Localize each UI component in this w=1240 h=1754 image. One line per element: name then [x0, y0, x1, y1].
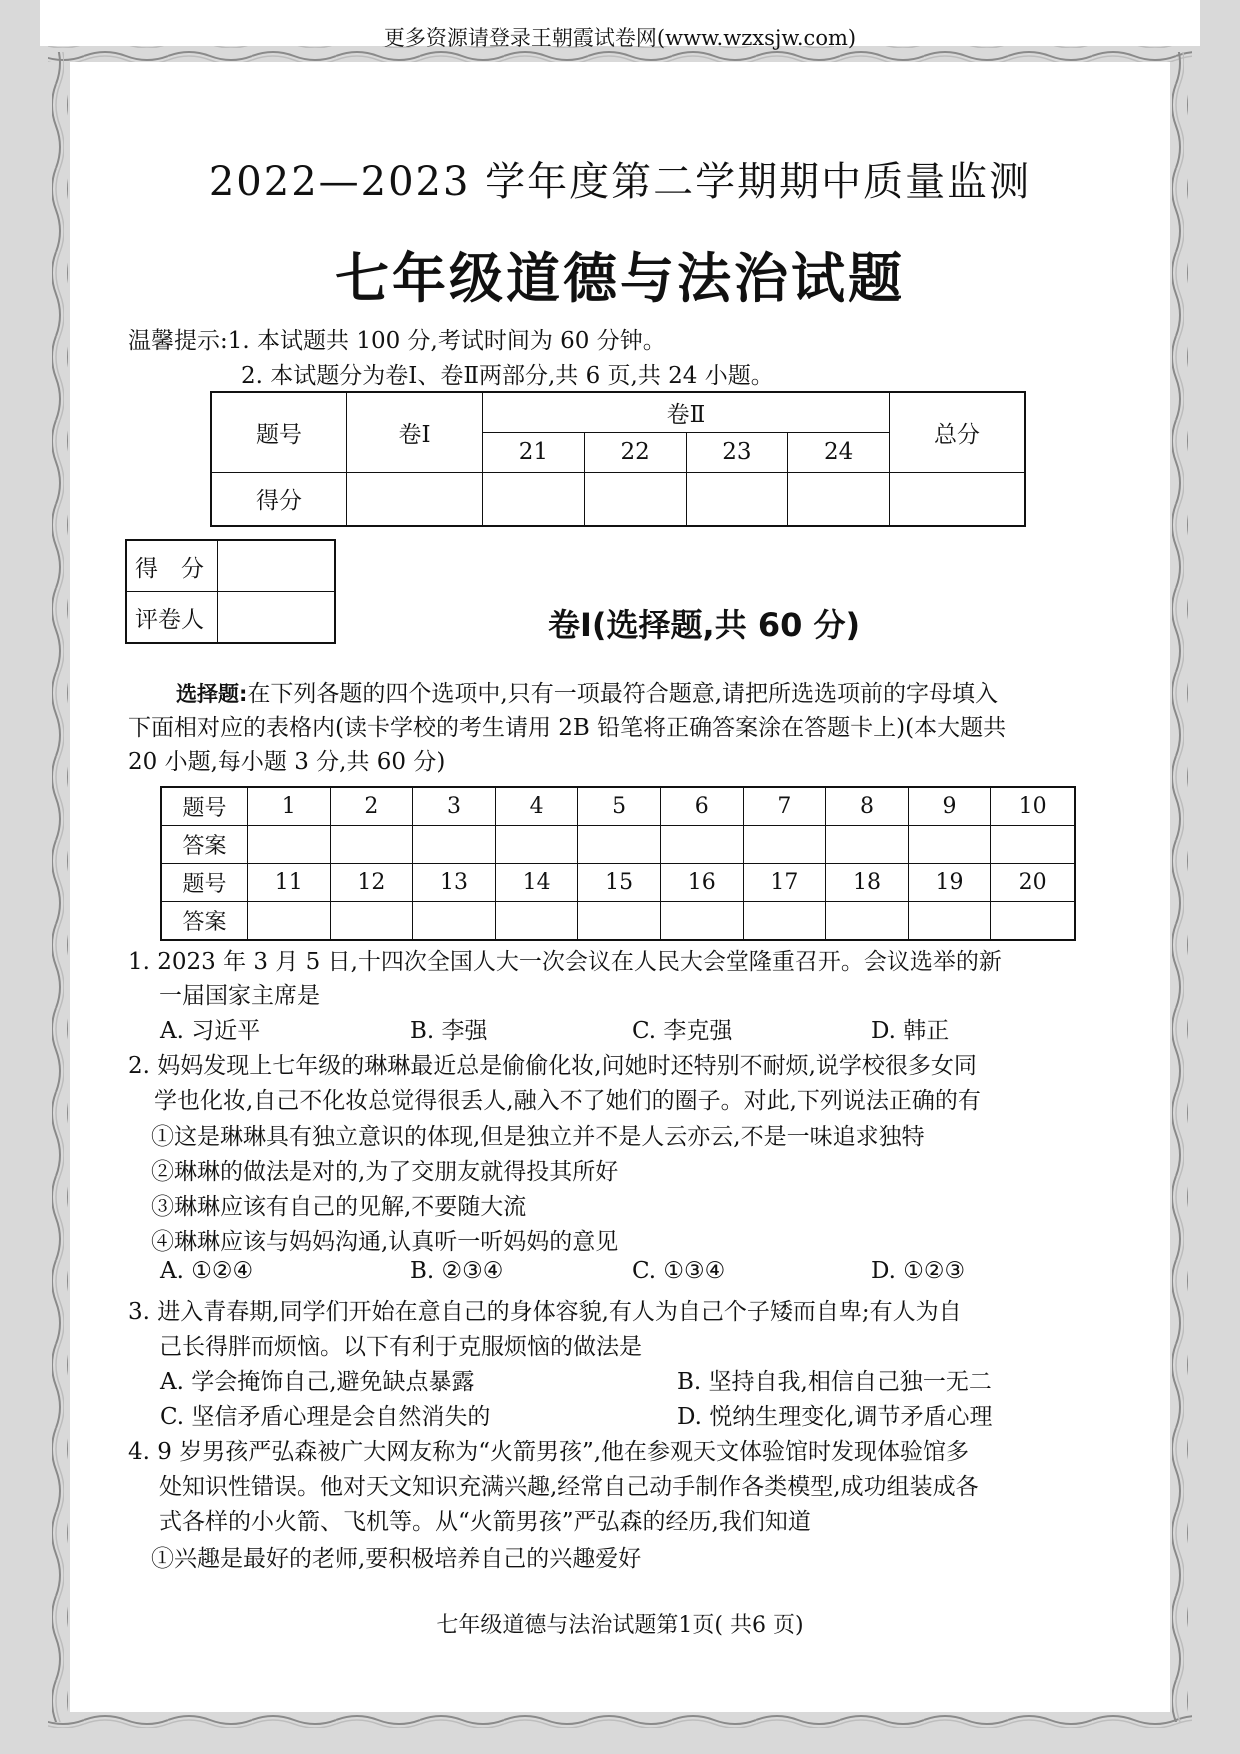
- q2-statement-4: ④琳琳应该与妈妈沟通,认真听一听妈妈的意见: [151, 1229, 619, 1255]
- answer-num: 3: [413, 787, 496, 826]
- q1-option-a: A. 习近平: [160, 1018, 261, 1044]
- answer-header-tihao: 题号: [161, 864, 248, 902]
- q2-stem-2: 学也化妆,自己不化妆总觉得很丢人,融入不了她们的圈子。对此,下列说法正确的有: [154, 1088, 981, 1114]
- answer-num: 7: [743, 787, 826, 826]
- answer-cell[interactable]: [660, 902, 743, 941]
- q4-stem-3: 式各样的小火箭、飞机等。从“火箭男孩”严弘森的经历,我们知道: [159, 1509, 811, 1535]
- score-header-tihao: 题号: [211, 392, 347, 472]
- score-cell[interactable]: [584, 472, 686, 526]
- score-cell[interactable]: [890, 472, 1026, 526]
- score-header-24: 24: [788, 432, 890, 472]
- answer-cell[interactable]: [826, 826, 909, 864]
- q2-option-a: A. ①②④: [160, 1258, 254, 1284]
- q3-option-c: C. 坚信矛盾心理是会自然消失的: [160, 1404, 491, 1430]
- score-header-total: 总分: [890, 392, 1026, 472]
- answer-cell[interactable]: [908, 902, 991, 941]
- q3-stem-1: 3. 进入青春期,同学们开始在意自己的身体容貌,有人为自己个子矮而自卑;有人为自: [128, 1299, 962, 1325]
- q3-option-d: D. 悦纳生理变化,调节矛盾心理: [677, 1404, 993, 1430]
- score-header-23: 23: [686, 432, 788, 472]
- answer-header-daan: 答案: [161, 902, 248, 941]
- answer-num: 6: [660, 787, 743, 826]
- instructions-line-3: 20 小题,每小题 3 分,共 60 分): [128, 749, 446, 775]
- answer-num: 1: [248, 787, 331, 826]
- score-cell[interactable]: [686, 472, 788, 526]
- answer-cell[interactable]: [495, 902, 578, 941]
- q4-stem-1: 4. 9 岁男孩严弘森被广大网友称为“火箭男孩”,他在参观天文体验馆时发现体验馆多: [128, 1439, 970, 1465]
- instructions-line-2: 下面相对应的表格内(读卡学校的考生请用 2B 铅笔将正确答案涂在答题卡上)(本大题共: [128, 715, 1007, 741]
- answer-num: 4: [495, 787, 578, 826]
- tips-line-2: 2. 本试题分为卷Ⅰ、卷Ⅱ两部分,共 6 页,共 24 小题。: [241, 363, 774, 389]
- tips-line-1: [128, 322, 666, 355]
- answer-cell[interactable]: [578, 826, 661, 864]
- grader-score-cell[interactable]: [218, 540, 336, 592]
- score-header-21: 21: [483, 432, 585, 472]
- answer-num: 15: [578, 864, 661, 902]
- answer-cell[interactable]: [991, 826, 1075, 864]
- instructions-line-1: [176, 677, 998, 712]
- exam-title: 2022—2023 学年度第二学期期中质量监测: [208, 159, 1032, 205]
- q1-stem-1: 1. 2023 年 3 月 5 日,十四次全国人大一次会议在人民大会堂隆重召开。会议选举的新: [128, 949, 1002, 975]
- website-banner: 更多资源请登录王朝霞试卷网(www.wzxsjw.com): [383, 26, 857, 50]
- answer-cell[interactable]: [248, 902, 331, 941]
- q1-option-c: C. 李克强: [632, 1018, 733, 1044]
- score-header-22: 22: [584, 432, 686, 472]
- answer-header-daan: 答案: [161, 826, 248, 864]
- q1-option-d: D. 韩正: [871, 1018, 950, 1044]
- section-title: 卷Ⅰ(选择题,共 60 分): [548, 606, 861, 644]
- q4-statement-1: ①兴趣是最好的老师,要积极培养自己的兴趣爱好: [151, 1546, 642, 1572]
- score-table: [210, 391, 1026, 527]
- answer-header-tihao: 题号: [161, 787, 248, 826]
- answer-cell[interactable]: [248, 826, 331, 864]
- page-footer: 七年级道德与法治试题第1页( 共6 页): [436, 1613, 804, 1638]
- tips-text-1: 1. 本试题共 100 分,考试时间为 60 分钟。: [227, 328, 666, 354]
- answer-cell[interactable]: [578, 902, 661, 941]
- answer-num: 10: [991, 787, 1075, 826]
- score-cell[interactable]: [483, 472, 585, 526]
- answer-num: 11: [248, 864, 331, 902]
- answer-num: 8: [826, 787, 909, 826]
- q1-option-b: B. 李强: [410, 1018, 488, 1044]
- answer-cell[interactable]: [908, 826, 991, 864]
- answer-num: 16: [660, 864, 743, 902]
- q2-statement-1: ①这是琳琳具有独立意识的体现,但是独立并不是人云亦云,不是一味追求独特: [151, 1124, 925, 1150]
- answer-cell[interactable]: [743, 826, 826, 864]
- answer-cell[interactable]: [495, 826, 578, 864]
- answer-num: 14: [495, 864, 578, 902]
- score-header-juan2: 卷Ⅱ: [483, 392, 890, 432]
- answer-num: 18: [826, 864, 909, 902]
- answer-cell[interactable]: [330, 902, 413, 941]
- answer-num: 9: [908, 787, 991, 826]
- answer-num: 2: [330, 787, 413, 826]
- answer-cell[interactable]: [330, 826, 413, 864]
- answer-num: 13: [413, 864, 496, 902]
- answer-cell[interactable]: [660, 826, 743, 864]
- q2-option-b: B. ②③④: [410, 1258, 504, 1284]
- answer-cell[interactable]: [413, 902, 496, 941]
- q4-stem-2: 处知识性错误。他对天文知识充满兴趣,经常自己动手制作各类模型,成功组装成各: [159, 1474, 979, 1500]
- exam-subtitle: 七年级道德与法治试题: [335, 247, 905, 310]
- instructions-text-1: 在下列各题的四个选项中,只有一项最符合题意,请把所选选项前的字母填入: [247, 681, 999, 707]
- grader-score-label: 得 分: [126, 540, 218, 592]
- instructions-bold: 选择题:: [176, 682, 248, 706]
- answer-cell[interactable]: [826, 902, 909, 941]
- q2-option-d: D. ①②③: [871, 1258, 966, 1284]
- q1-stem-2: 一届国家主席是: [159, 983, 320, 1009]
- q3-stem-2: 己长得胖而烦恼。以下有利于克服烦恼的做法是: [159, 1334, 642, 1360]
- score-row-defen: 得分: [211, 472, 347, 526]
- answer-num: 19: [908, 864, 991, 902]
- q2-option-c: C. ①③④: [632, 1258, 726, 1284]
- answer-cell[interactable]: [743, 902, 826, 941]
- answer-num: 20: [991, 864, 1075, 902]
- answer-num: 12: [330, 864, 413, 902]
- grader-name-cell[interactable]: [218, 592, 336, 644]
- answer-num: 5: [578, 787, 661, 826]
- q3-option-b: B. 坚持自我,相信自己独一无二: [677, 1369, 992, 1395]
- q2-stem-1: 2. 妈妈发现上七年级的琳琳最近总是偷偷化妆,问她时还特别不耐烦,说学校很多女同: [128, 1053, 977, 1079]
- answer-table: [160, 786, 1076, 941]
- score-cell[interactable]: [347, 472, 483, 526]
- answer-num: 17: [743, 864, 826, 902]
- q2-statement-2: ②琳琳的做法是对的,为了交朋友就得投其所好: [151, 1159, 619, 1185]
- grader-name-label: 评卷人: [126, 592, 218, 644]
- answer-cell[interactable]: [413, 826, 496, 864]
- score-cell[interactable]: [788, 472, 890, 526]
- score-header-juan1: 卷Ⅰ: [347, 392, 483, 472]
- q2-statement-3: ③琳琳应该有自己的见解,不要随大流: [151, 1194, 527, 1220]
- answer-cell[interactable]: [991, 902, 1075, 941]
- tips-label: 温馨提示:: [128, 328, 228, 354]
- grader-table: [125, 539, 336, 644]
- q3-option-a: A. 学会掩饰自己,避免缺点暴露: [160, 1369, 475, 1395]
